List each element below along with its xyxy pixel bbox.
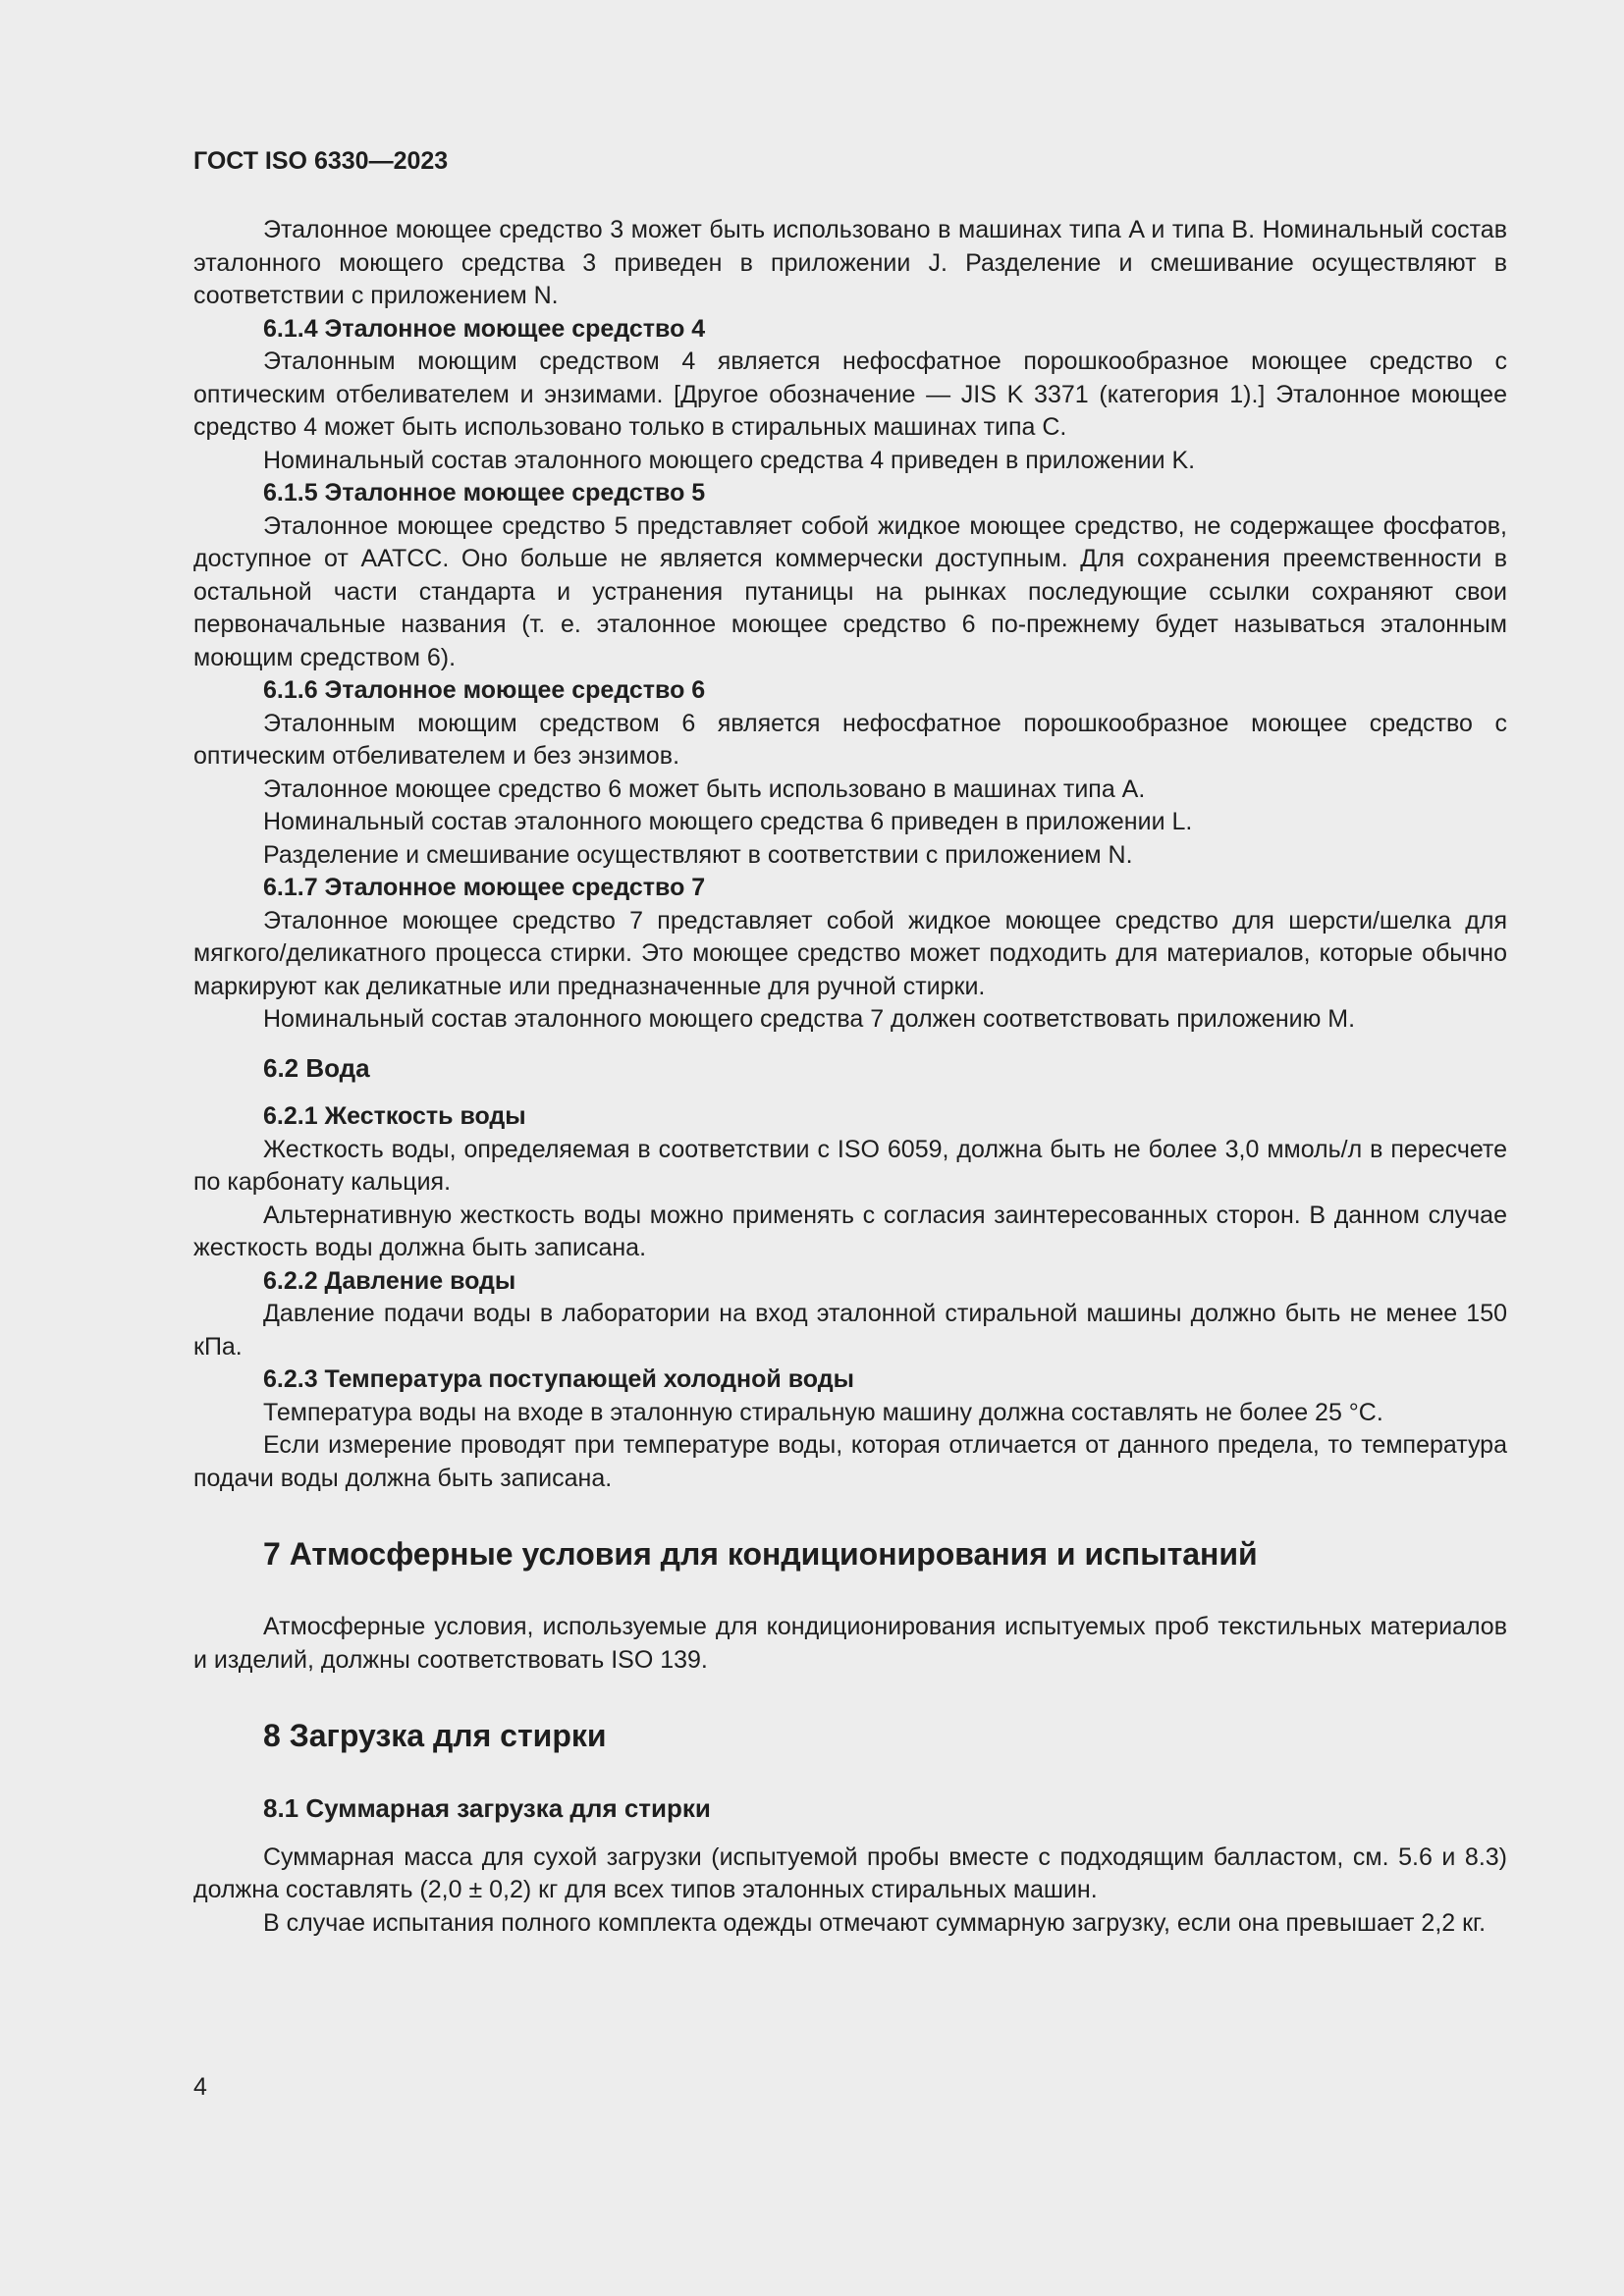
- paragraph-6-1-7-a: Эталонное моющее средство 7 представляет собой жидкое моющее средство для шерсти/шелка для мягкого/деликатного процесса стирки. Это моющее средство может подходить для материалов, которые обычно маркируют как деликатные или предназначенные для ручной стирки.: [193, 906, 1507, 1000]
- heading-8-1: 8.1 Суммарная загрузка для стирки: [263, 1793, 711, 1823]
- heading-6-1-6: 6.1.6 Эталонное моющее средство 6: [263, 676, 706, 704]
- heading-6-2-2: 6.2.2 Давление воды: [263, 1266, 516, 1295]
- paragraph-section-7: Атмосферные условия, используемые для кондиционирования испытуемых проб текстильных материалов и изделий, должны соответствовать ISO 139.: [193, 1613, 1507, 1674]
- paragraph-6-1-6-c: Номинальный состав эталонного моющего средства 6 приведен в приложении L.: [263, 808, 1193, 835]
- document-header-title: ГОСТ ISO 6330—2023: [193, 147, 449, 175]
- paragraph-6-1-6-d: Разделение и смешивание осуществляют в соответствии с приложением N.: [263, 840, 1133, 869]
- heading-section-7: 7 Атмосферные условия для кондиционирования и испытаний: [263, 1536, 1258, 1572]
- heading-6-2: 6.2 Вода: [263, 1052, 370, 1083]
- page-number: 4: [193, 2073, 207, 2101]
- heading-6-2-3: 6.2.3 Температура поступающей холодной воды: [263, 1365, 854, 1393]
- heading-section-8: 8 Загрузка для стирки: [263, 1718, 607, 1753]
- heading-6-1-5: 6.1.5 Эталонное моющее средство 5: [263, 479, 706, 507]
- paragraph-6-1-5: Эталонное моющее средство 5 представляет собой жидкое моющее средство, не содержащее фосфатов, доступное от AATCC. Оно больше не является коммерчески доступным. Для сохранения преемственности в остальной части стандарта и устранения путаницы на рынках последующие ссылки сохраняют свои первоначальные названия (т. е. эталонное моющее средство 6 по-прежнему будет называться эталонным моющим средством 6).: [193, 511, 1507, 671]
- heading-6-1-4: 6.1.4 Эталонное моющее средство 4: [263, 314, 706, 343]
- paragraph-6-1-6-b: Эталонное моющее средство 6 может быть использовано в машинах типа A.: [263, 774, 1146, 803]
- paragraph-6-2-1-a: Жесткость воды, определяемая в соответствии с ISO 6059, должна быть не более 3,0 ммоль/л в пересчете по карбонату кальция.: [193, 1135, 1507, 1196]
- paragraph-6-1-6-a: Эталонным моющим средством 6 является нефосфатное порошкообразное моющее средство с оптическим отбеливателем и без энзимов.: [193, 709, 1507, 770]
- paragraph-6-1-4-b: Номинальный состав эталонного моющего средства 4 приведен в приложении K.: [263, 446, 1196, 474]
- heading-6-2-1: 6.2.1 Жесткость воды: [263, 1102, 526, 1130]
- document-page: [193, 147, 1507, 1940]
- paragraph-detergent-3: Эталонное моющее средство 3 может быть использовано в машинах типа A и типа B. Номинальный состав эталонного моющего средства 3 приведен в приложении J. Разделение и смешивание осуществляют в соответствии с приложением N.: [193, 216, 1507, 309]
- paragraph-6-1-4-a: Эталонным моющим средством 4 является нефосфатное порошкообразное моющее средство с оптическим отбеливателем и энзимами. [Другое обозначение — JIS K 3371 (категория 1).] Эталонное моющее средство 4 может быть использовано только в стиральных машинах типа C.: [193, 347, 1507, 441]
- paragraph-6-2-2: Давление подачи воды в лаборатории на вход эталонной стиральной машины должно быть не менее 150 кПа.: [193, 1300, 1507, 1361]
- paragraph-8-1-b: В случае испытания полного комплекта одежды отмечают суммарную загрузку, если она превышает 2,2 кг.: [263, 1908, 1487, 1937]
- paragraph-6-1-7-b: Номинальный состав эталонного моющего средства 7 должен соответствовать приложению M.: [263, 1005, 1356, 1033]
- paragraph-6-2-3-a: Температура воды на входе в эталонную стиральную машину должна составлять не более 25 °C.: [263, 1398, 1383, 1426]
- paragraph-6-2-3-b: Если измерение проводят при температуре воды, которая отличается от данного предела, то температура подачи воды должна быть записана.: [193, 1431, 1507, 1492]
- paragraph-8-1-a: Суммарная масса для сухой загрузки (испытуемой пробы вместе с подходящим балластом, см. 5.6 и 8.3) должна составлять (2,0 ± 0,2) кг для всех типов эталонных стиральных машин.: [193, 1842, 1507, 1903]
- paragraph-6-2-1-b: Альтернативную жесткость воды можно применять с согласия заинтересованных сторон. В данном случае жесткость воды должна быть записана.: [193, 1201, 1507, 1261]
- heading-6-1-7: 6.1.7 Эталонное моющее средство 7: [263, 874, 706, 901]
